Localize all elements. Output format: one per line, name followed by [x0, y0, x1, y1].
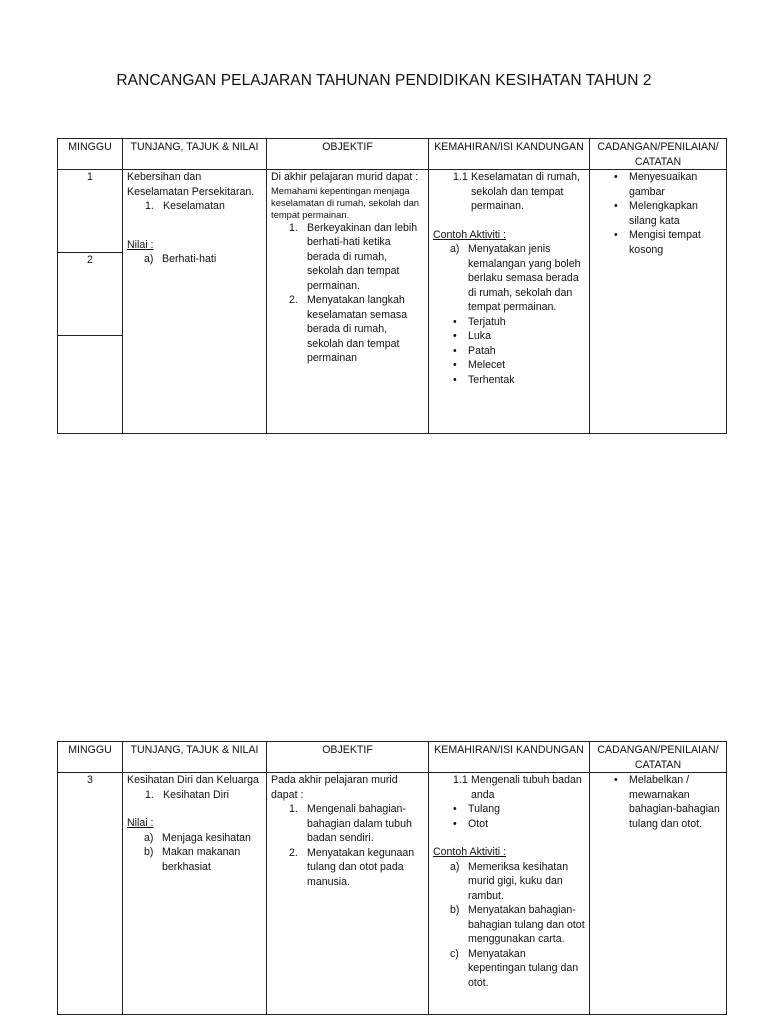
- list-item: 1. Mengenali bahagian-bahagian dalam tubuh badan sendiri.: [289, 803, 412, 844]
- list-item: a) Menjaga kesihatan: [144, 831, 251, 844]
- table-header-row: [58, 139, 727, 170]
- header-objektif: OBJEKTIF: [267, 742, 429, 773]
- list-item: 1. Berkeyakinan dan lebih berhati-hati ketika berada di rumah, sekolah dan tempat permainan.: [289, 221, 418, 292]
- list-item: • Patah: [453, 344, 496, 357]
- list-item: 2. Menyatakan langkah keselamatan semasa berada di rumah, sekolah dan tempat permainan: [289, 294, 408, 364]
- list-item: • Menyesuaikan gambar: [614, 171, 698, 198]
- header-tunjang: TUNJANG, TAJUK & NILAI: [123, 139, 267, 170]
- list-item: b) Makan makanan berkhasiat: [144, 846, 241, 873]
- kemahiran-heading: 1.1 Keselamatan di rumah, sekolah dan tempat permainan.: [453, 171, 580, 212]
- objektif-intro: Pada akhir pelajaran murid dapat :: [271, 774, 398, 801]
- kemahiran-cell: [429, 773, 590, 1015]
- nilai-label: Nilai :: [127, 238, 154, 251]
- header-tunjang: TUNJANG, TAJUK & NILAI: [123, 742, 267, 773]
- list-item: • Melengkapkan silang kata: [614, 200, 698, 227]
- cadangan-cell: [590, 773, 727, 1015]
- week-number: 3: [58, 773, 123, 1015]
- header-minggu: MINGGU: [58, 742, 123, 773]
- lesson-table-1: [57, 138, 727, 434]
- list-item: a) Menyatakan jenis kemalangan yang boleh berlaku semasa berada di rumah, sekolah dan tempat permainan.: [450, 243, 581, 313]
- header-minggu: MINGGU: [58, 139, 123, 170]
- tunjang-heading: Kebersihan dan Keselamatan Persekitaran.: [127, 171, 255, 198]
- list-item: • Tulang: [453, 803, 500, 815]
- objektif-cell: [267, 773, 429, 1015]
- tunjang-cell: [123, 170, 267, 434]
- list-item: • Otot: [453, 817, 489, 830]
- header-cadangan: CADANGAN/PENILAIAN/ CATATAN: [590, 742, 727, 773]
- table-row: [58, 773, 727, 1015]
- list-item: • Terjatuh: [453, 315, 506, 328]
- header-objektif: OBJEKTIF: [267, 139, 429, 170]
- kemahiran-heading: 1.1 Mengenali tubuh badan anda: [453, 774, 582, 801]
- list-item: 1. Kesihatan Diri: [145, 788, 229, 801]
- objektif-cell: [267, 170, 429, 434]
- list-item: 1. Keselamatan: [145, 200, 225, 212]
- list-item: • Luka: [453, 330, 491, 342]
- header-cadangan: CADANGAN/PENILAIAN/ CATATAN: [590, 139, 727, 170]
- header-kemahiran: KEMAHIRAN/ISI KANDUNGAN: [429, 742, 590, 773]
- week-number: 1: [58, 170, 122, 253]
- week-cell: [58, 170, 123, 434]
- list-item: 2. Menyatakan kegunaan tulang dan otot pada manusia.: [289, 846, 415, 888]
- list-item: a) Berhati-hati: [144, 253, 217, 265]
- lesson-table-2: [57, 741, 727, 1015]
- header-kemahiran: KEMAHIRAN/ISI KANDUNGAN: [429, 139, 590, 170]
- table-row: [58, 170, 727, 434]
- list-item: • Terhentak: [453, 373, 515, 386]
- list-item: • Mengisi tempat kosong: [614, 229, 701, 256]
- aktiviti-label: Contoh Aktiviti :: [433, 846, 507, 858]
- list-item: c) Menyatakan kepentingan tulang dan otot.: [450, 947, 579, 989]
- list-item: b) Menyatakan bahagian-bahagian tulang dan otot menggunakan carta.: [450, 904, 585, 945]
- objektif-sub: Memahami kepentingan menjaga keselamatan di rumah, sekolah dan tempat permainan.: [271, 184, 420, 220]
- kemahiran-cell: [429, 170, 590, 434]
- cadangan-cell: [590, 170, 727, 434]
- week-number: 2: [58, 253, 122, 336]
- list-item: • Melecet: [453, 359, 506, 371]
- tunjang-cell: [123, 773, 267, 1015]
- aktiviti-label: Contoh Aktiviti :: [433, 228, 507, 241]
- nilai-label: Nilai :: [127, 817, 154, 829]
- list-item: a) Memeriksa kesihatan murid gigi, kuku dan rambut.: [450, 860, 569, 902]
- list-item: • Melabelkan / mewarnakan bahagian-bahagian tulang dan otot.: [614, 774, 720, 830]
- tunjang-heading: Kesihatan Diri dan Keluarga: [127, 774, 259, 786]
- objektif-intro: Di akhir pelajaran murid dapat :: [271, 171, 419, 183]
- table-header-row: [58, 742, 727, 773]
- page-title: RANCANGAN PELAJARAN TAHUNAN PENDIDIKAN KESIHATAN TAHUN 2: [116, 72, 652, 89]
